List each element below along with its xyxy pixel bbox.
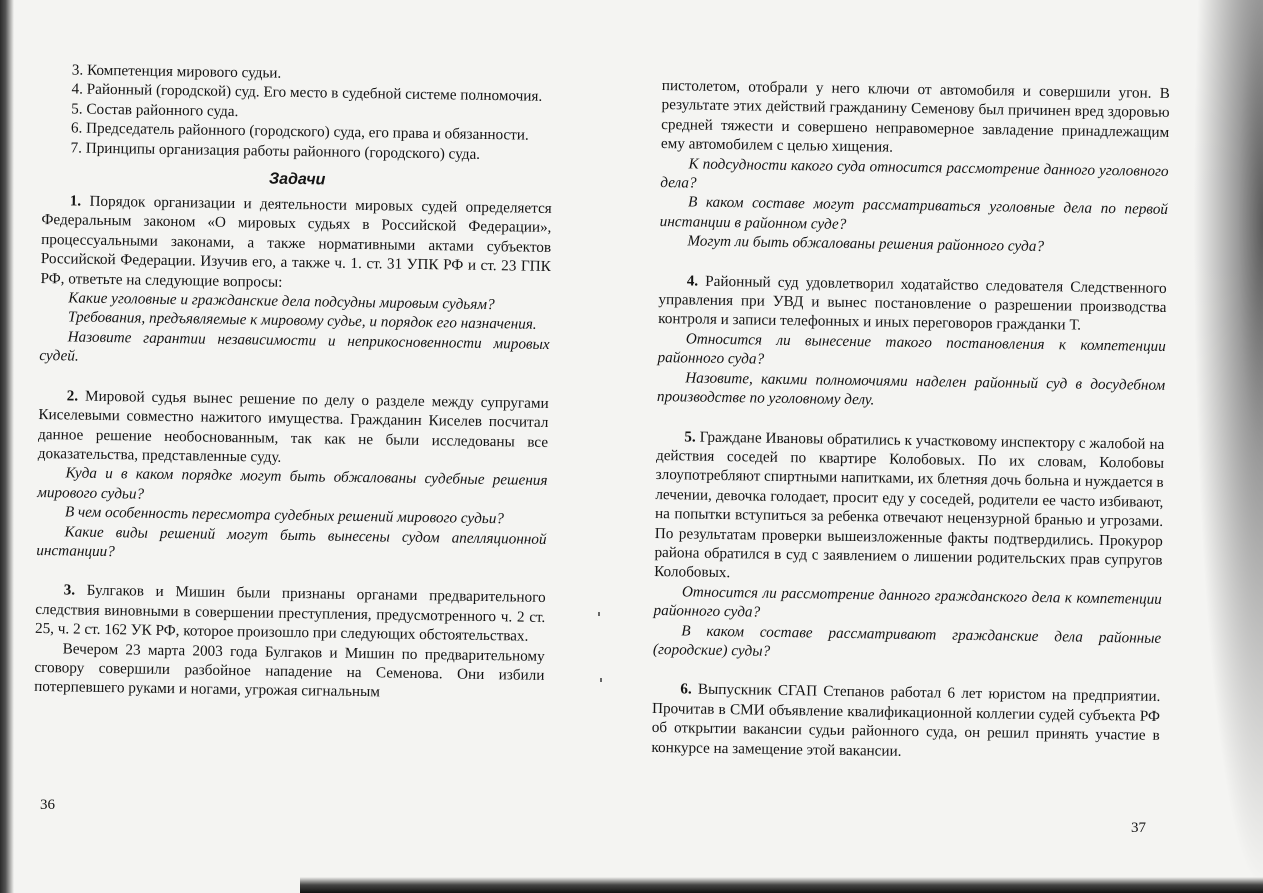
task-1-text [40, 191, 551, 296]
list-item: 3. Компетенция мирового судьи. [71, 61, 282, 82]
page-number-left: 36 [40, 797, 55, 813]
task-body: Булгаков и Мишин были признаны органами предварительного следствия виновными в совершении преступления, предусмотренного ч. 2 ст. 25, ч. 2 ст. 162 УК РФ, которое произошло при следующих обстоятельствах. [34, 582, 546, 645]
task-number: 2. [66, 387, 79, 405]
task-question: Относится ли рассмотрение данного гражданского дела к компетенции районного суда? [653, 583, 1162, 621]
list-item: 4. Районный (городской) суд. Его место в судебной системе полномочия. [71, 80, 543, 106]
right-page [651, 76, 1170, 765]
task-body: Выпускник СГАП Степанов работал 6 лет юристом на предприятии. Прочитав в СМИ объявление квалификационной коллегии судей субъекта РФ об открытии вакансии судьи районного суда, он решил принять участие в конкурсе на замещение этой вакансии. [651, 681, 1161, 760]
task-3-continuation: пистолетом, отобрали у него ключи от автомобиля и совершили угон. В результате этих действий гражданину Семенову был причинен вред здоровью средней тяжести и совершено неправомерное завладение принадлежащим ему автомобилем с целью хищения. [660, 76, 1170, 156]
task-question: В каком составе могут рассматриваться уголовные дела по первой инстанции в районном суде? [659, 193, 1169, 233]
task-question: Могут ли быть обжалованы решения районного суда? [687, 232, 1045, 256]
task-number: 1. [69, 192, 82, 210]
task-question: В каком составе рассматривают гражданские дела районные (городские) суды? [652, 621, 1162, 660]
task-6-text [651, 679, 1160, 765]
task-question: К подсудности какого суда относится рассмотрение данного уголовного дела? [660, 155, 1169, 192]
task-body: Мировой судья вынес решение по делу о разделе между супругами Киселевыми совместно нажитого имущества. Гражданин Киселев посчитал данное решение необоснованным, так как не были исследованы все доказательства, представленные суду. [37, 387, 549, 466]
scan-shadow-bottom [300, 877, 1263, 893]
scan-shadow-right [1193, 0, 1263, 893]
task-2-text [38, 386, 549, 472]
task-body: Порядок организации и деятельности мировых судей определяется Федеральным законом «О мировых судьях в Российской Федерации», процессуальными законами, а также нормативными актами субъектов Российской Федерации. Изучив его, а также ч. 1. ст. 31 УПК РФ и ст. 23 ГПК РФ, ответьте на следующие вопросы: [40, 192, 552, 291]
list-item: 6. Председатель районного (городского) суда, его права и обязанности. [70, 119, 529, 144]
left-page [34, 60, 554, 705]
task-number: 3. [63, 581, 76, 599]
task-body: Районный суд удовлетворил ходатайство следователя Следственного управления при УВД и вынес постановление о разрешении производства контроля и записи телефонных и иных переговоров гражданки Т. [658, 272, 1167, 335]
task-number: 6. [680, 680, 692, 698]
task-question: Какие уголовные и гражданские дела подсудны мировым судьям? [68, 289, 495, 314]
list-item: 5. Состав районного суда. [71, 100, 239, 120]
task-question: Назовите гарантии независимости и неприкосновенности мировых судей. [39, 328, 550, 365]
task-5-text [654, 426, 1164, 589]
scan-speck [598, 612, 600, 616]
scan-shadow-left [0, 0, 14, 893]
page-number-right: 37 [1131, 820, 1146, 836]
task-number: 4. [686, 272, 699, 290]
task-4-text [658, 271, 1167, 337]
task-question: Какие виды решений могут быть вынесены судом апелляционной инстанции? [36, 522, 547, 561]
task-question: В чем особенность пересмотра судебных решений мирового судьи? [64, 503, 505, 528]
task-question: Требования, предъявляемые к мировому судье, и порядок его назначения. [67, 308, 537, 334]
task-3-text [35, 580, 546, 646]
task-3-text-continued: Вечером 23 марта 2003 года Булгаков и Мишин по предварительному сговору совершили разбойное нападение на Семенова. Они избили потерпевшего руками и ногами, угрожая сигнальным [34, 639, 545, 701]
task-body: Граждане Ивановы обратились к участковому инспектору с жалобой на действия соседей по квартире Колобовых. По их словам, Колобовы злоупотребляют спиртными напитками, их блетняя дочь больна и нуждается в лечении, девочка голодает, просит еду у соседей, родители ее часто избивают, на попытки вступиться за ребенка отвечают нецензурной бранью и угрозами. По результатам проверки вышеизложенные факты подтвердились. Прокурор района обратился в суд с заявлением о лишении родительских прав супругов Колобовых. [654, 428, 1165, 582]
scan-speck [600, 678, 602, 682]
list-item: 7. Принципы организация работы районного (городского) суда. [70, 139, 481, 163]
section-heading: Задачи [268, 170, 326, 189]
task-number: 5. [684, 427, 696, 446]
task-question: Назовите, какими полномочиями наделен районный суд в досудебном производстве по уголовному делу. [656, 369, 1166, 409]
task-question: Относится ли вынесение такого постановления к компетенции районного суда? [657, 330, 1166, 368]
task-question: Куда и в каком порядке могут быть обжалованы судебные решения мирового судьи? [37, 464, 548, 503]
